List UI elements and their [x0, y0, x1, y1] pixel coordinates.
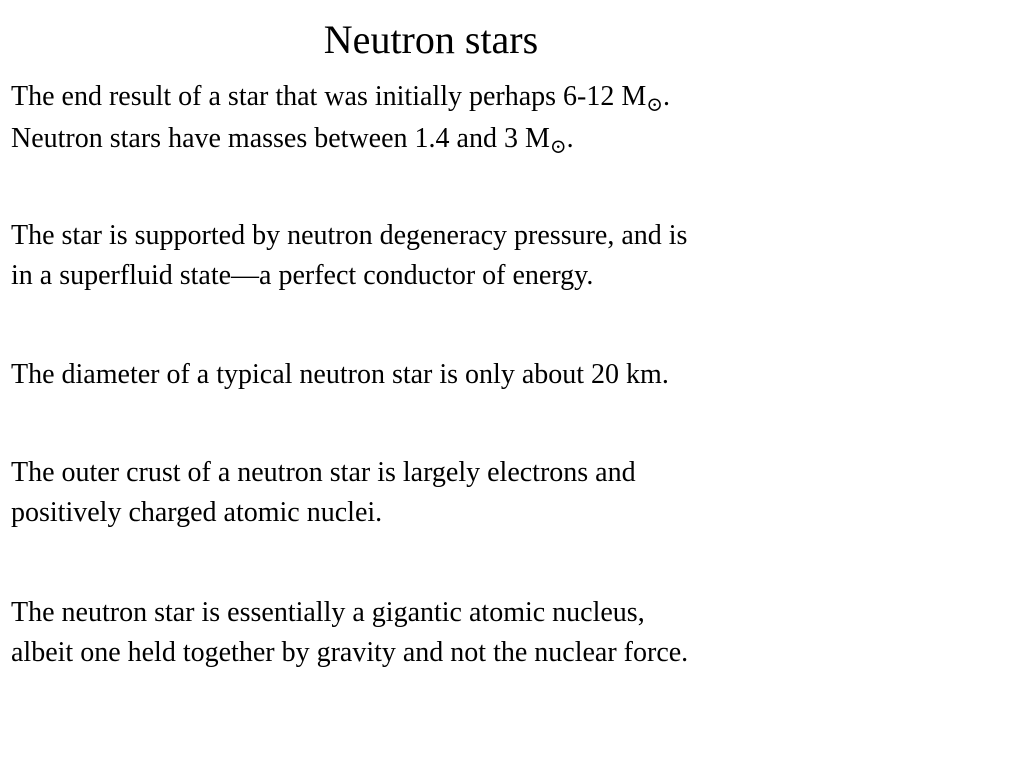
mass-line-2-text: Neutron stars have masses between 1.4 and 3 M	[11, 123, 550, 154]
paragraph-diameter-line-1: The diameter of a typical neutron star is only about 20 km.	[11, 359, 669, 390]
paragraph-mass	[11, 77, 871, 161]
paragraph-crust-line-1: The outer crust of a neutron star is largely electrons and	[11, 457, 636, 488]
mass-line-2-end: .	[566, 123, 574, 154]
slide-title: Neutron stars	[323, 17, 539, 62]
paragraph-mass-line-2	[11, 119, 871, 161]
paragraph-support-line-1: The star is supported by neutron degeneracy pressure, and is	[11, 220, 688, 251]
paragraph-nucleus-line-2: albeit one held together by gravity and not the nuclear force.	[11, 637, 689, 668]
paragraph-nucleus	[11, 593, 871, 673]
paragraph-crust-line-2: positively charged atomic nuclei.	[11, 497, 383, 528]
paragraph-mass-line-1	[11, 77, 871, 119]
paragraph-crust	[11, 453, 871, 533]
paragraph-support	[11, 216, 871, 296]
mass-line-1-end: .	[663, 81, 671, 112]
solar-mass-symbol: ⊙	[549, 136, 567, 158]
paragraph-diameter	[11, 355, 871, 395]
mass-line-1-text: The end result of a star that was initially perhaps 6-12 M	[11, 81, 647, 112]
paragraph-support-line-2: in a superfluid state—a perfect conductor of energy.	[11, 260, 594, 291]
solar-mass-symbol: ⊙	[646, 94, 664, 116]
paragraph-nucleus-line-1: The neutron star is essentially a gigantic atomic nucleus,	[11, 597, 645, 628]
